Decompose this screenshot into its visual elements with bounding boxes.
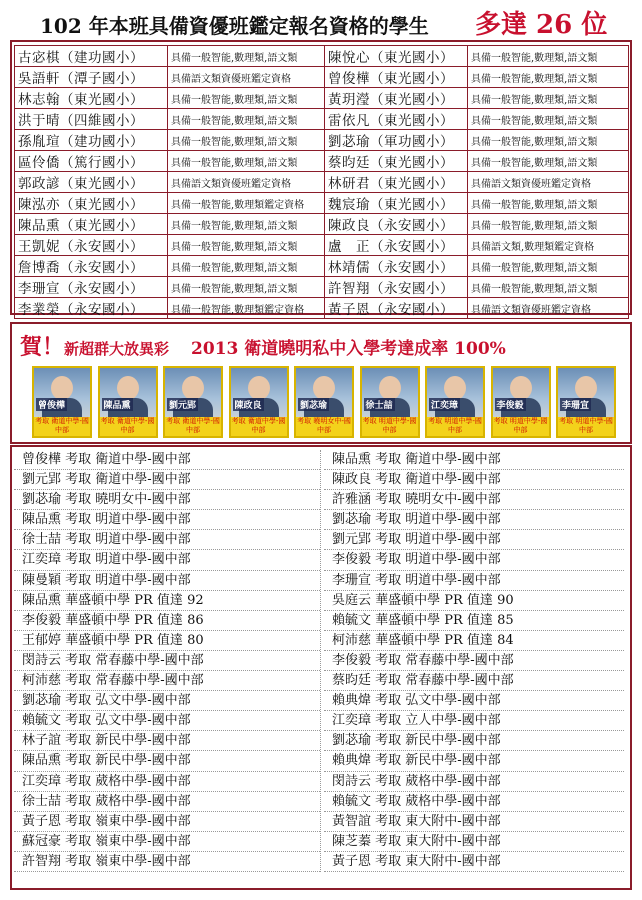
- result-row: 賴典煒 考取 弘文中學-國中部: [324, 691, 624, 711]
- student-photo: [360, 366, 420, 438]
- result-row: 蔡昀廷 考取 常春藤中學-國中部: [324, 671, 624, 691]
- face-graphic: [575, 376, 597, 400]
- result-row: 林子誼 考取 新民中學-國中部: [14, 731, 320, 751]
- qualification-cell: 具備一般智能,數理類,語文類: [468, 193, 629, 214]
- qualification-row: [15, 151, 629, 172]
- result-row: 閔詩云 考取 常春藤中學-國中部: [14, 651, 320, 671]
- face-graphic: [182, 376, 204, 400]
- qualification-row: [15, 235, 629, 256]
- student-name-cell: 古宓棋（建功國小）: [15, 46, 168, 67]
- photo-name-label: 陳品熏: [102, 398, 133, 411]
- result-row: 許智翔 考取 嶺東中學-國中部: [14, 852, 320, 872]
- banner-rate: 2013 衛道曉明私中入學考達成率 100%: [191, 339, 506, 359]
- student-name-cell: 魏宸瑜（東光國小）: [325, 193, 468, 214]
- photo-caption: 考取 衛道中學-國中部: [166, 417, 220, 434]
- result-row: 劉苾瑜 考取 新民中學-國中部: [324, 731, 624, 751]
- qualification-cell: 具備一般智能,數理類,語文類: [468, 109, 629, 130]
- photo-caption: 考取 衛道中學-國中部: [231, 417, 286, 434]
- qualification-cell: 具備語文類資優班鑑定資格: [468, 298, 629, 319]
- banner-headline: 新超群大放異彩: [64, 340, 170, 358]
- qualification-cell: 具備一般智能,數理類鑑定資格: [168, 298, 325, 319]
- result-row: 陳品熏 華盛頓中學 PR 值達 92: [14, 591, 320, 611]
- photo-name-label: 李俊毅: [495, 398, 526, 411]
- page-title: 102 年本班具備資優班鑑定報名資格的學生: [40, 14, 429, 38]
- face-graphic: [510, 376, 532, 400]
- qualification-cell: 具備一般智能,數理類,語文類: [168, 214, 325, 235]
- photo-name-label: 江奕璋: [429, 398, 460, 411]
- photo-caption: 考取 衛道中學-國中部: [35, 417, 89, 434]
- student-name-cell: 李業榮（永安國小）: [15, 298, 168, 319]
- result-row: 吳庭云 華盛頓中學 PR 值達 90: [324, 591, 624, 611]
- qualification-cell: 具備一般智能,數理類,語文類: [468, 256, 629, 277]
- student-name-cell: 雷依凡（東光國小）: [325, 109, 468, 130]
- result-row: 陳曼穎 考取 明道中學-國中部: [14, 571, 320, 591]
- student-name-cell: 陳泓亦（東光國小）: [15, 193, 168, 214]
- qualification-cell: 具備一般智能,數理類,語文類: [468, 214, 629, 235]
- result-row: 蘇冠豪 考取 嶺東中學-國中部: [14, 832, 320, 852]
- student-name-cell: 劉苾瑜（軍功國小）: [325, 130, 468, 151]
- student-name-cell: 詹博喬（永安國小）: [15, 256, 168, 277]
- qualification-cell: 具備語文類資優班鑑定資格: [168, 67, 325, 88]
- student-photo: [32, 366, 92, 438]
- photo-name-label: 劉元郢: [167, 398, 198, 411]
- result-row: 曾俊樺 考取 衛道中學-國中部: [14, 450, 320, 470]
- qualification-cell: 具備一般智能,數理類,語文類: [468, 46, 629, 67]
- qualification-row: [15, 193, 629, 214]
- result-row: 黃子恩 考取 東大附中-國中部: [324, 852, 624, 872]
- result-row: 閔詩云 考取 葳格中學-國中部: [324, 772, 624, 792]
- photo-name-label: 劉苾瑜: [298, 398, 329, 411]
- congrats-text: 賀！: [20, 334, 65, 360]
- qualification-row: [15, 256, 629, 277]
- result-row: 李俊毅 考取 常春藤中學-國中部: [324, 651, 624, 671]
- qualification-row: [15, 46, 629, 67]
- qualification-cell: 具備一般智能,數理類,語文類: [168, 277, 325, 298]
- result-row: 江奕璋 考取 明道中學-國中部: [14, 550, 320, 570]
- result-row: 陳政良 考取 衛道中學-國中部: [324, 470, 624, 490]
- student-name-cell: 林志翰（東光國小）: [15, 88, 168, 109]
- congrats-banner: [10, 322, 632, 444]
- page-header: [0, 0, 642, 40]
- qualification-cell: 具備一般智能,數理類,語文類: [168, 256, 325, 277]
- result-row: 柯沛慈 考取 常春藤中學-國中部: [14, 671, 320, 691]
- student-name-cell: 許智翔（永安國小）: [325, 277, 468, 298]
- qualification-cell: 具備一般智能,數理類,語文類: [168, 130, 325, 151]
- results-list-left: [14, 450, 321, 872]
- count-highlight: 多達 26 位: [475, 10, 608, 40]
- banner-title: [20, 330, 506, 361]
- result-row: 陳品熏 考取 明道中學-國中部: [14, 510, 320, 530]
- student-name-cell: 陳悅心（東光國小）: [325, 46, 468, 67]
- student-name-cell: 曾俊樺（東光國小）: [325, 67, 468, 88]
- student-name-cell: 陳品熏（東光國小）: [15, 214, 168, 235]
- qualification-cell: 具備語文類,數理類鑑定資格: [468, 235, 629, 256]
- qualification-cell: 具備一般智能,數理類,語文類: [468, 88, 629, 109]
- face-graphic: [379, 376, 401, 400]
- qualification-cell: 具備一般智能,數理類,語文類: [468, 277, 629, 298]
- student-name-cell: 陳政良（永安國小）: [325, 214, 468, 235]
- student-name-cell: 區伶僑（篤行國小）: [15, 151, 168, 172]
- qualification-row: [15, 88, 629, 109]
- student-name-cell: 盧 正（永安國小）: [325, 235, 468, 256]
- result-row: 劉元郢 考取 明道中學-國中部: [324, 530, 624, 550]
- qualification-row: [15, 214, 629, 235]
- qualification-cell: 具備一般智能,數理類,語文類: [468, 130, 629, 151]
- result-row: 陳品熏 考取 新民中學-國中部: [14, 751, 320, 771]
- photo-caption: 考取 衛道中學-國中部: [100, 417, 155, 434]
- face-graphic: [117, 376, 139, 400]
- result-row: 劉苾瑜 考取 曉明女中-國中部: [14, 490, 320, 510]
- qualification-row: [15, 277, 629, 298]
- result-row: 徐士喆 考取 葳格中學-國中部: [14, 792, 320, 812]
- results-panel: [10, 445, 632, 890]
- result-row: 陳品熏 考取 衛道中學-國中部: [324, 450, 624, 470]
- qualification-cell: 具備一般智能,數理類,語文類: [168, 46, 325, 67]
- qualification-row: [15, 67, 629, 88]
- student-name-cell: 洪于晴（四維國小）: [15, 109, 168, 130]
- qualification-cell: 具備一般智能,數理類鑑定資格: [168, 193, 325, 214]
- student-name-cell: 王凱妮（永安國小）: [15, 235, 168, 256]
- result-row: 劉元郢 考取 衛道中學-國中部: [14, 470, 320, 490]
- photo-name-label: 曾俊樺: [36, 398, 67, 411]
- student-photo: [491, 366, 551, 438]
- result-row: 賴毓文 華盛頓中學 PR 值達 85: [324, 611, 624, 631]
- qualification-row: [15, 298, 629, 319]
- student-photo: [294, 366, 354, 438]
- result-row: 李珊宣 考取 明道中學-國中部: [324, 571, 624, 591]
- qualification-cell: 具備語文類資優班鑑定資格: [468, 172, 629, 193]
- result-row: 柯沛慈 華盛頓中學 PR 值達 84: [324, 631, 624, 651]
- student-name-cell: 郭政諺（東光國小）: [15, 172, 168, 193]
- qualification-cell: 具備一般智能,數理類,語文類: [168, 235, 325, 256]
- student-name-cell: 孫胤瑄（建功國小）: [15, 130, 168, 151]
- student-photo: [98, 366, 158, 438]
- student-photo: [425, 366, 485, 438]
- qualification-cell: 具備一般智能,數理類,語文類: [468, 151, 629, 172]
- qualification-panel: [10, 40, 632, 318]
- student-name-cell: 黃玥瀅（東光國小）: [325, 88, 468, 109]
- face-graphic: [248, 376, 270, 400]
- qualification-row: [15, 172, 629, 193]
- qualification-row: [15, 130, 629, 151]
- face-graphic: [444, 376, 466, 400]
- student-photo: [556, 366, 616, 438]
- qualification-cell: 具備一般智能,數理類,語文類: [168, 151, 325, 172]
- result-row: 陳芝蓁 考取 東大附中-國中部: [324, 832, 624, 852]
- qualification-cell: 具備一般智能,數理類,語文類: [168, 109, 325, 130]
- qualification-cell: 具備語文類資優班鑑定資格: [168, 172, 325, 193]
- photo-caption: 考取 明道中學-國中部: [493, 417, 548, 434]
- face-graphic: [51, 376, 73, 400]
- photo-name-label: 李珊宣: [560, 398, 591, 411]
- photo-caption: 考取 明道中學-國中部: [559, 417, 613, 434]
- student-photo: [229, 366, 289, 438]
- photo-name-label: 徐士喆: [364, 398, 395, 411]
- student-photo: [163, 366, 223, 438]
- result-row: 劉苾瑜 考取 弘文中學-國中部: [14, 691, 320, 711]
- result-row: 劉苾瑜 考取 明道中學-國中部: [324, 510, 624, 530]
- student-photo-strip: [32, 366, 614, 438]
- photo-caption: 考取 明道中學-國中部: [362, 417, 417, 434]
- result-row: 江奕璋 考取 立人中學-國中部: [324, 711, 624, 731]
- photo-caption: 考取 曉明女中-國中部: [297, 417, 351, 434]
- result-row: 李俊毅 考取 明道中學-國中部: [324, 550, 624, 570]
- result-row: 賴典煒 考取 新民中學-國中部: [324, 751, 624, 771]
- student-name-cell: 林研君（東光國小）: [325, 172, 468, 193]
- face-graphic: [313, 376, 335, 400]
- result-row: 江奕璋 考取 葳格中學-國中部: [14, 772, 320, 792]
- qualification-cell: 具備一般智能,數理類,語文類: [468, 67, 629, 88]
- photo-caption: 考取 明道中學-國中部: [428, 417, 482, 434]
- student-name-cell: 林靖儒（永安國小）: [325, 256, 468, 277]
- student-name-cell: 李珊宣（永安國小）: [15, 277, 168, 298]
- qualification-cell: 具備一般智能,數理類,語文類: [168, 88, 325, 109]
- result-row: 王郁婷 華盛頓中學 PR 值達 80: [14, 631, 320, 651]
- result-row: 李俊毅 華盛頓中學 PR 值達 86: [14, 611, 320, 631]
- photo-name-label: 陳政良: [233, 398, 264, 411]
- student-name-cell: 蔡昀廷（東光國小）: [325, 151, 468, 172]
- result-row: 賴毓文 考取 葳格中學-國中部: [324, 792, 624, 812]
- results-list-right: [324, 450, 624, 872]
- qualification-row: [15, 109, 629, 130]
- result-row: 徐士喆 考取 明道中學-國中部: [14, 530, 320, 550]
- result-row: 黃子恩 考取 嶺東中學-國中部: [14, 812, 320, 832]
- student-name-cell: 吳語軒（潭子國小）: [15, 67, 168, 88]
- student-name-cell: 黃子恩（永安國小）: [325, 298, 468, 319]
- qualification-table: [14, 45, 629, 319]
- result-row: 許雅涵 考取 曉明女中-國中部: [324, 490, 624, 510]
- result-row: 賴毓文 考取 弘文中學-國中部: [14, 711, 320, 731]
- result-row: 黃智誼 考取 東大附中-國中部: [324, 812, 624, 832]
